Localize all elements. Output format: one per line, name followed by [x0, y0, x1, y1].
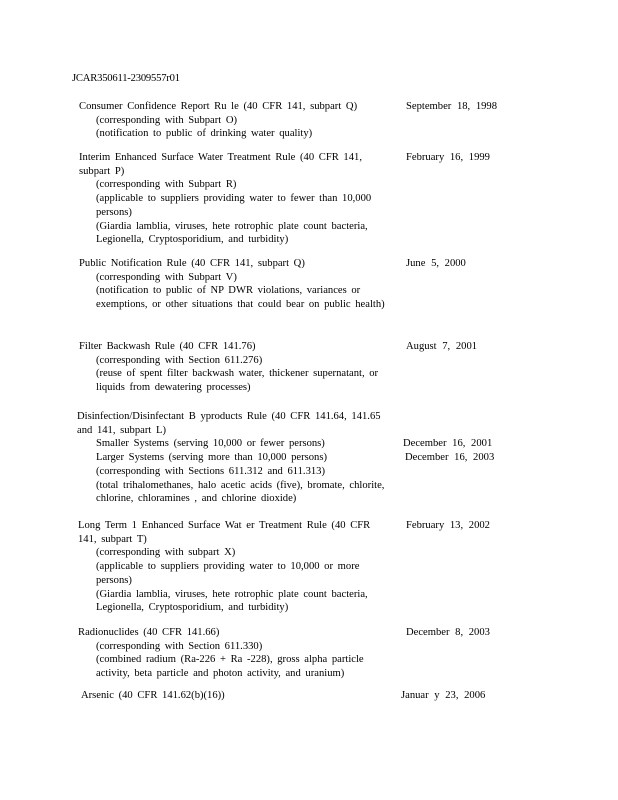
rule-detail-line: (applicable to suppliers providing water to 10,000 or more persons) [96, 561, 360, 586]
rule-detail-line: (corresponding with Subpart V) [96, 271, 237, 283]
rule-detail-line: (corresponding with subpart X) [96, 547, 236, 559]
rule-detail-line: (combined radium (Ra-226 + Ra -228), gross alpha particle activity, beta particle and photon activity, and uranium) [96, 654, 364, 680]
rule-detail-line: (Giardia lamblia, viruses, hete rotrophic plate count bacteria, Legionella, Cryptosporidium, and turbidity) [96, 588, 368, 614]
rule-title: Radionuclides (40 CFR 141.66) [78, 627, 220, 638]
rule-detail-line: (applicable to suppliers providing water to fewer than 10,000 persons) [96, 193, 372, 218]
document-id: JCAR350611-2309557r01 [72, 73, 180, 84]
rule-effective-date: December 8, 2003 [406, 627, 490, 638]
rule-title: Arsenic (40 CFR 141.62(b)(16)) [81, 690, 225, 701]
rule-sub-item-label: Smaller Systems (serving 10,000 or fewer persons) [96, 438, 325, 450]
rule-detail-line: (notification to public of NP DWR violations, variances or exemptions, or other situations that could bear on public health) [96, 285, 385, 311]
rule-effective-date: February 13, 2002 [406, 520, 490, 531]
rule-sub-item-date: December 16, 2001 [403, 438, 493, 450]
rule-detail-line: (total trihalomethanes, halo acetic acids (five), bromate, chlorite, chlorine, chloramines , and chlorine dioxide) [96, 479, 385, 505]
rule-detail-line: (corresponding with Section 611.330) [96, 640, 263, 652]
rule-details [96, 178, 386, 247]
rule-sub-item [96, 451, 516, 465]
rule-sub-item-label: Larger Systems (serving more than 10,000 persons) [96, 452, 327, 464]
rule-title: Consumer Confidence Report Ru le (40 CFR 141, subpart Q) [79, 101, 358, 112]
rule-details [96, 271, 386, 312]
rule-title: Disinfection/Disinfectant B yproducts Rule (40 CFR 141.64, 141.65 and 141, subpart L) [77, 411, 381, 436]
rule-detail-line: (corresponding with Section 611.276) [96, 354, 263, 366]
rule-sub-item [96, 437, 516, 451]
rule-detail-line: (notification to public of drinking water quality) [96, 128, 313, 140]
rule-effective-date: Januar y 23, 2006 [401, 690, 486, 701]
rule-sub-item-date: December 16, 2003 [405, 452, 495, 464]
rule-title: Long Term 1 Enhanced Surface Wat er Treatment Rule (40 CFR 141, subpart T) [78, 520, 371, 545]
rule-detail-line: (corresponding with Subpart R) [96, 179, 237, 191]
rule-details [96, 354, 386, 395]
rule-effective-date: June 5, 2000 [406, 258, 466, 269]
rule-details [96, 114, 386, 141]
rule-detail-line: (corresponding with Sections 611.312 and 611.313) [96, 465, 326, 477]
rule-effective-date: August 7, 2001 [406, 341, 478, 352]
rule-effective-date: September 18, 1998 [406, 101, 498, 112]
rule-title: Filter Backwash Rule (40 CFR 141.76) [79, 341, 256, 352]
rule-detail-line: (corresponding with Subpart O) [96, 114, 238, 126]
rule-detail-line: (reuse of spent filter backwash water, thickener supernatant, or liquids from dewatering processes) [96, 368, 379, 394]
rule-effective-date: February 16, 1999 [406, 152, 490, 163]
rule-title: Interim Enhanced Surface Water Treatment Rule (40 CFR 141, subpart P) [79, 152, 362, 177]
rule-details [96, 640, 386, 681]
rule-sub-items [96, 437, 516, 464]
rule-title: Public Notification Rule (40 CFR 141, subpart Q) [79, 258, 305, 269]
rule-details [96, 546, 386, 615]
rule-details [96, 465, 386, 506]
rule-detail-line: (Giardia lamblia, viruses, hete rotrophic plate count bacteria, Legionella, Cryptosporidium, and turbidity) [96, 220, 368, 246]
